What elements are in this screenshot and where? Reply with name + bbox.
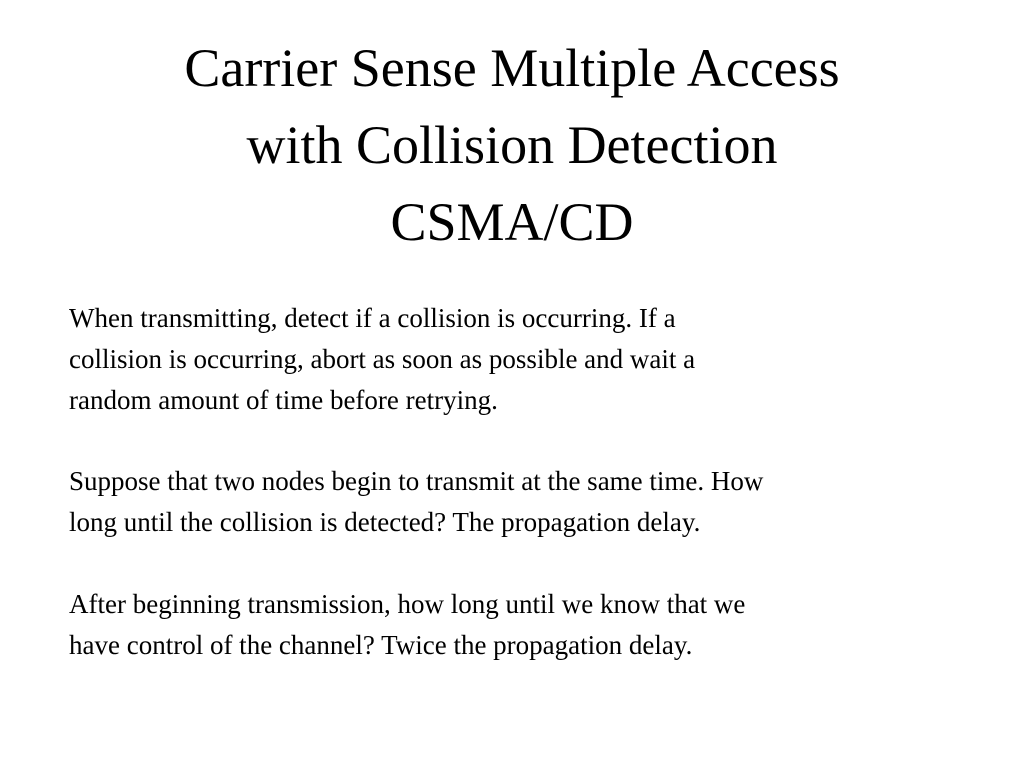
paragraph-line: Suppose that two nodes begin to transmit at the same time. How [69,466,764,496]
paragraph-collision-detection [69,298,969,421]
paragraph-detection-time [69,461,969,543]
paragraph-line: random amount of time before retrying. [69,385,498,415]
paragraph-line: After beginning transmission, how long until we know that we [69,589,746,619]
slide-title [0,30,1024,261]
paragraph-line: When transmitting, detect if a collision is occurring. If a [69,303,676,333]
paragraph-line: long until the collision is detected? The propagation delay. [69,507,701,537]
title-line: CSMA/CD [390,192,634,252]
title-line: Carrier Sense Multiple Access [184,38,840,98]
paragraph-line: have control of the channel? Twice the propagation delay. [69,630,693,660]
title-line: with Collision Detection [246,115,778,175]
paragraph-channel-control [69,584,969,666]
paragraph-line: collision is occurring, abort as soon as possible and wait a [69,344,696,374]
